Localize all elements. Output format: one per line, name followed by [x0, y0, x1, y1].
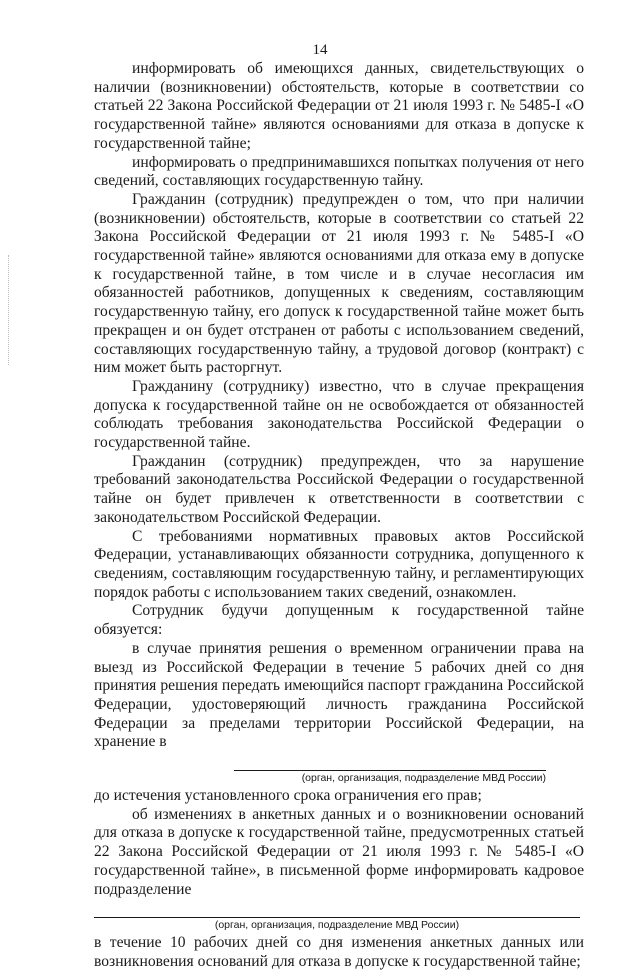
document-body: [94, 60, 584, 972]
paragraph-obligations-remain: Гражданину (сотруднику) известно, что в случае прекращения допуска к государственной тайне он не освобождается от обязанностей соблюдать требования законодательства Российской Федерации о государственной тайне.: [94, 377, 584, 452]
paragraph-acquainted: С требованиями нормативных правовых актов Российской Федерации, устанавливающих обязанности сотрудника, допущенного к сведениям, составляющим государственную тайну, и регламентирующих порядок работы с использованием таких сведений, ознакомлен.: [94, 527, 584, 601]
paragraph-liability-warning: Гражданин (сотрудник) предупрежден, что за нарушение требований законодательства Российской Федерации о государственной тайне он будет привлечен к ответственности в соответствии с законодательством Российской Федерации.: [94, 452, 584, 526]
caption-organ-1-text: (орган, организация, подразделение МВД России): [234, 770, 546, 785]
scan-margin-marks: [8, 255, 12, 365]
caption-organ-2-text: (орган, организация, подразделение МВД России): [94, 917, 580, 932]
caption-organ-2: [94, 917, 584, 932]
page-number: 14: [312, 42, 328, 58]
paragraph-inform-changes: об изменениях в анкетных данных и о возникновении оснований для отказа в допуске к государственной тайне, предусмотренных статьей 22 Закона Российской Федерации от 21 июля 1993 г. № 5485-I «О государственной тайне», в письменной форме информировать кадровое подразделение: [94, 805, 584, 898]
paragraph-undertakes: Сотрудник будучи допущенным к государственной тайне обязуется:: [94, 602, 584, 639]
paragraph-passport-custody: в случае принятия решения о временном ограничении права на выезд из Российской Федерации в течение 5 рабочих дней со дня принятия решения передать имеющийся паспорт гражданина Российской Федерации, удостоверяющий личность гражданина Российской Федерации за пределами территории Российской Федерации, на хранение в: [94, 639, 584, 751]
paragraph-ten-days: в течение 10 рабочих дней со дня изменения анкетных данных или возникновения оснований для отказа в допуске к государственной тайне;: [94, 934, 584, 970]
paragraph-until-expiry: до истечения установленного срока ограничения его прав;: [94, 787, 482, 805]
caption-organ-1: [94, 770, 584, 785]
paragraph-warning-termination: Гражданин (сотрудник) предупрежден о том, что при наличии (возникновении) обстоятельств, которые в соответствии со статьей 22 Закона Российской Федерации от 21 июля 1993 г. № 5485-I «О государственной тайне» являются основаниями для отказа ему в допуске к государственной тайне, в том числе и в случае несогласия им обязанностей работников, допущенных к сведениям, составляющим государственную тайну, его допуск к государственной тайне может быть прекращен и он будет отстранен от работы с использованием сведений, составляющих государственную тайну, а трудовой договор (контракт) с ним может быть расторгнут.: [94, 190, 584, 377]
paragraph-inform-circumstances: информировать об имеющихся данных, свидетельствующих о наличии (возникновении) обстоятельств, которые в соответствии со статьей 22 Закона Российской Федерации от 21 июля 1993 г. № 5485-I «О государственной тайне» являются основаниями для отказа в допуске к государственной тайне;: [94, 60, 584, 152]
paragraph-inform-attempts: информировать о предпринимавшихся попытках получения от него сведений, составляющих государственную тайну.: [94, 153, 584, 190]
